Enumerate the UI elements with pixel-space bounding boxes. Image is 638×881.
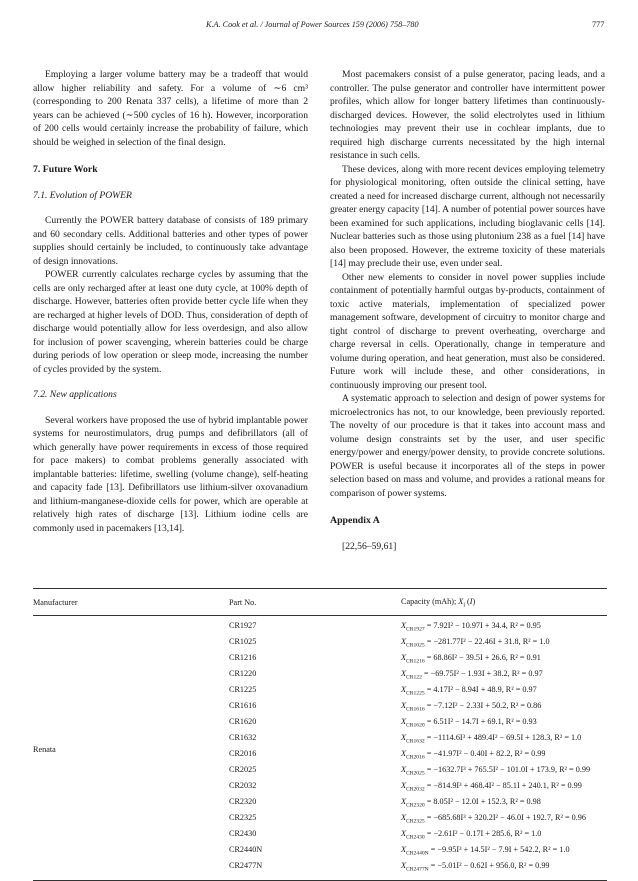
capacity-formula-cell	[401, 764, 607, 780]
formula-expression: = −9.95I³ + 14.5I² − 7.9I + 542.2, R² = 1.0	[428, 845, 570, 855]
paragraph-telemetry: These devices, along with more recent devices employing telemetry for physiological monitoring, often outside the clinical setting, have created a need for increased discharge current, although not necessarily greater energy capacity [14]. A number of potential power sources have been examined for such applications, including bioglavanic cells [14]. Nuclear batteries such as those using plutonium 238 as a fuel [14] have also been proposed. However, the extreme toxicity of these materials [14] may preclude their use, even under seal.	[330, 163, 605, 269]
part-number-cell: CR1025	[229, 636, 257, 646]
formula-subscript: CR2430	[406, 834, 425, 841]
formula-expression: = 68.86I² − 39.5I + 26.6, R² = 0.91	[424, 652, 541, 662]
right-column	[330, 68, 605, 553]
formula-expression: = −281.77I² − 22.46I + 31.8, R² = 1.0	[424, 636, 550, 646]
formula-symbol: X	[401, 749, 407, 759]
capacity-formula-cell	[401, 615, 607, 636]
running-title: K.A. Cook et al. / Journal of Power Sources 159 (2006) 758–780	[206, 20, 419, 29]
paragraph-database: Currently the POWER battery database of consists of 189 primary and 60 secondary cells. Additional batteries and other types of power supplies should certainly be included, to continuously take advantage of design innovations.	[33, 215, 308, 267]
formula-symbol: X	[401, 765, 407, 775]
formula-symbol: X	[401, 829, 407, 839]
formula-expression: = −41.97I² − 0.40I + 82.2, R² = 0.99	[424, 749, 546, 759]
formula-subscript: CR1025	[406, 642, 425, 649]
formula-symbol: X	[401, 781, 407, 791]
header-capacity: Capacity (mAh); $X_i$ (I)	[401, 589, 607, 616]
paragraph-pacemakers: Most pacemakers consist of a pulse generator, pacing leads, and a controller. The pulse generator and controller have intermittent power profiles, which allow for longer battery lifetimes than continuously-discharged devices. However, the solid electrolytes used in lithium technologies may prevent their use in cochlear implants, due to required high discharge currents necessitated by the high internal resistance in such cells.	[330, 69, 605, 161]
formula-expression: = −814.9I³ + 468.4I² − 85.1I + 240.1, R² = 0.99	[424, 781, 582, 791]
part-number-cell: CR1616	[229, 700, 257, 710]
formula-symbol: X	[401, 732, 407, 742]
section-title: 7. Future Work	[33, 164, 98, 175]
formula-subscript: CR2025	[406, 770, 425, 777]
header-part-no: Part No.	[229, 589, 401, 616]
formula-symbol: X	[401, 700, 407, 710]
part-number-cell: CR1220	[229, 668, 257, 678]
paragraph-new-elements: Other new elements to consider in novel power supplies include containment of potentially harmful outgas by-products, containment of toxic active materials, implementation of specialized power management software, development of circuitry to monitor charge and tight control of discharge to prevent overheating, overcharge and charge reversal in cells. Operationally, change in temperature and volume during operation, and heat generation, must also be considered. Future work will include these, and other considerations, in continuously improving our present tool.	[330, 271, 605, 391]
formula-symbol: X	[401, 636, 407, 646]
formula-expression: = −685.68I³ + 320.2I² − 46.0I + 192.7, R² = 0.96	[424, 813, 586, 823]
formula-subscript: CR2032	[406, 786, 425, 793]
formula-subscript: CR1616	[406, 706, 425, 713]
part-number-cell: CR2430	[229, 829, 257, 839]
formula-symbol: X	[401, 813, 407, 823]
capacity-formula-cell	[401, 636, 607, 652]
manufacturer-cell: Renata	[33, 615, 229, 881]
capacity-table	[33, 588, 607, 881]
formula-expression: = 8.05I² − 12.0I + 152.3, R² = 0.98	[424, 797, 541, 807]
formula-symbol: X	[401, 668, 407, 678]
formula-subscript: CR2477N	[406, 866, 429, 873]
formula-subscript: CR1225	[406, 690, 425, 697]
table-body	[33, 615, 607, 881]
left-column	[33, 68, 308, 535]
formula-subscript: CR2320	[406, 802, 425, 809]
capacity-formula-cell	[401, 828, 607, 844]
formula-subscript: CR1927	[406, 626, 425, 633]
appendix-title: Appendix A	[330, 515, 380, 526]
part-number-cell: CR2320	[229, 797, 257, 807]
formula-expression: = −2.61I² − 0.17I + 285.6, R² = 1.0	[424, 829, 542, 839]
part-number-cell: CR1632	[229, 732, 257, 742]
formula-expression: = 7.92I² − 10.97I + 34.4, R² = 0.95	[424, 620, 541, 630]
formula-symbol: X	[401, 861, 407, 871]
capacity-formula-cell	[401, 780, 607, 796]
paragraph-recharge: POWER currently calculates recharge cycles by assuming that the cells are only recharged after at least one duty cycle, at 100% depth of discharge. However, batteries often provide better cycle life when they are recharged at higher levels of DOD. Thus, consideration of depth of discharge would potentially allow for less overdesign, and also allow for inclusion of power scavenging, wherein batteries could be charge during periods of low operation or sleep mode, increasing the number of cycles provided by the system.	[33, 269, 308, 375]
intro-paragraph: Employing a larger volume battery may be a tradeoff that would allow higher reliability and safety. For a volume of ∼6 cm³ (corresponding to 200 Renata 337 cells), a lifetime of more than 2 years can be achieved (∼500 cycles of 16 h). However, incorporation of 200 cells would certainly increase the probability of failure, which should be weighed in selection of the final design.	[33, 69, 308, 148]
paragraph-systematic-approach: A systematic approach to selection and design of power systems for microelectronics has not, to our knowledge, been previously reported. The novelty of our procedure is that it takes into account mass and volume design constraints set by the user, and user specific energy/power and energy/power density, to provide concrete solutions. POWER is useful because it incorporates all of the steps in power selection based on mass and volume, and provides a rational means for comparison of power systems.	[330, 393, 605, 499]
table-row	[33, 615, 607, 636]
formula-subscript: CR2016	[406, 754, 425, 761]
appendix-references: [22,56–59,61]	[342, 540, 397, 552]
formula-expression: = −5.01I² − 0.62I + 956.0, R² = 0.99	[428, 861, 550, 871]
subsection-title-applications: 7.2. New applications	[33, 389, 117, 400]
capacity-formula-cell	[401, 860, 607, 881]
capacity-formula-cell	[401, 812, 607, 828]
capacity-formula-cell	[401, 796, 607, 812]
formula-subscript: CR1620	[406, 722, 425, 729]
part-number-cell: CR2032	[229, 781, 257, 791]
formula-expression: = 6.51I² − 14.7I + 69.1, R² = 0.93	[424, 716, 537, 726]
formula-expression: = −7.12I² − 2.33I + 50.2, R² = 0.86	[424, 700, 542, 710]
capacity-formula-cell	[401, 652, 607, 668]
part-number-cell: CR1927	[229, 620, 257, 630]
page-number: 777	[592, 20, 605, 29]
formula-expression: = −1632.7I³ + 765.5I² − 101.0I + 173.9, R² = 0.99	[424, 765, 591, 775]
part-number-cell: CR1216	[229, 652, 257, 662]
formula-subscript: CR1216	[406, 658, 425, 665]
running-header	[0, 20, 638, 34]
formula-symbol: X	[401, 716, 407, 726]
capacity-formula-cell	[401, 844, 607, 860]
capacity-formula-cell	[401, 668, 607, 684]
formula-symbol: X	[401, 620, 407, 630]
formula-symbol: X	[401, 797, 407, 807]
paragraph-hybrid-systems: Several workers have proposed the use of hybrid implantable power systems for neurostimulators, drug pumps and defibrillators (all of which generally have power requirements in excess of those required for pace makers) to combat problems generally associated with implantable batteries: lifetime, swelling (volume change), self-heating and capacity fade [13]. Defibrillators use lithium-silver oxovanadium and lithium-manganese-dioxide cells for power, which are operable at relatively high rates of discharge [13]. Lithium iodine cells are commonly used in pacemakers [13,14].	[33, 414, 308, 534]
capacity-formula-cell	[401, 748, 607, 764]
formula-subscript: CR122	[406, 674, 422, 681]
part-number-cell: CR1620	[229, 716, 257, 726]
formula-symbol: X	[401, 684, 407, 694]
capacity-formula-cell	[401, 700, 607, 716]
subsection-title-evolution: 7.1. Evolution of POWER	[33, 189, 132, 201]
header-manufacturer: Manufacturer	[33, 589, 229, 616]
formula-subscript: CR2325	[406, 818, 425, 825]
formula-symbol: X	[401, 845, 407, 855]
capacity-table-wrap	[33, 588, 607, 881]
part-number-cell: CR1225	[229, 684, 257, 694]
formula-expression: = 4.17I² − 8.94I + 48.9, R² = 0.97	[424, 684, 537, 694]
formula-symbol: X	[401, 652, 407, 662]
capacity-formula-cell	[401, 684, 607, 700]
part-number-cell: CR2325	[229, 813, 257, 823]
table-header-row	[33, 589, 607, 616]
formula-subscript: CR1632	[406, 738, 425, 745]
part-number-cell: CR2440N	[229, 845, 263, 855]
formula-expression: = −1114.6I³ + 489.4I² − 69.5I + 128.3, R² = 1.0	[424, 732, 582, 742]
capacity-formula-cell	[401, 716, 607, 732]
part-number-cell: CR2477N	[229, 861, 263, 871]
part-number-cell: CR2025	[229, 765, 257, 775]
capacity-formula-cell	[401, 732, 607, 748]
formula-expression: = −69.75I² − 1.93I + 38.2, R² = 0.97	[421, 668, 543, 678]
formula-subscript: CR2440N	[406, 850, 429, 857]
part-number-cell: CR2016	[229, 749, 257, 759]
